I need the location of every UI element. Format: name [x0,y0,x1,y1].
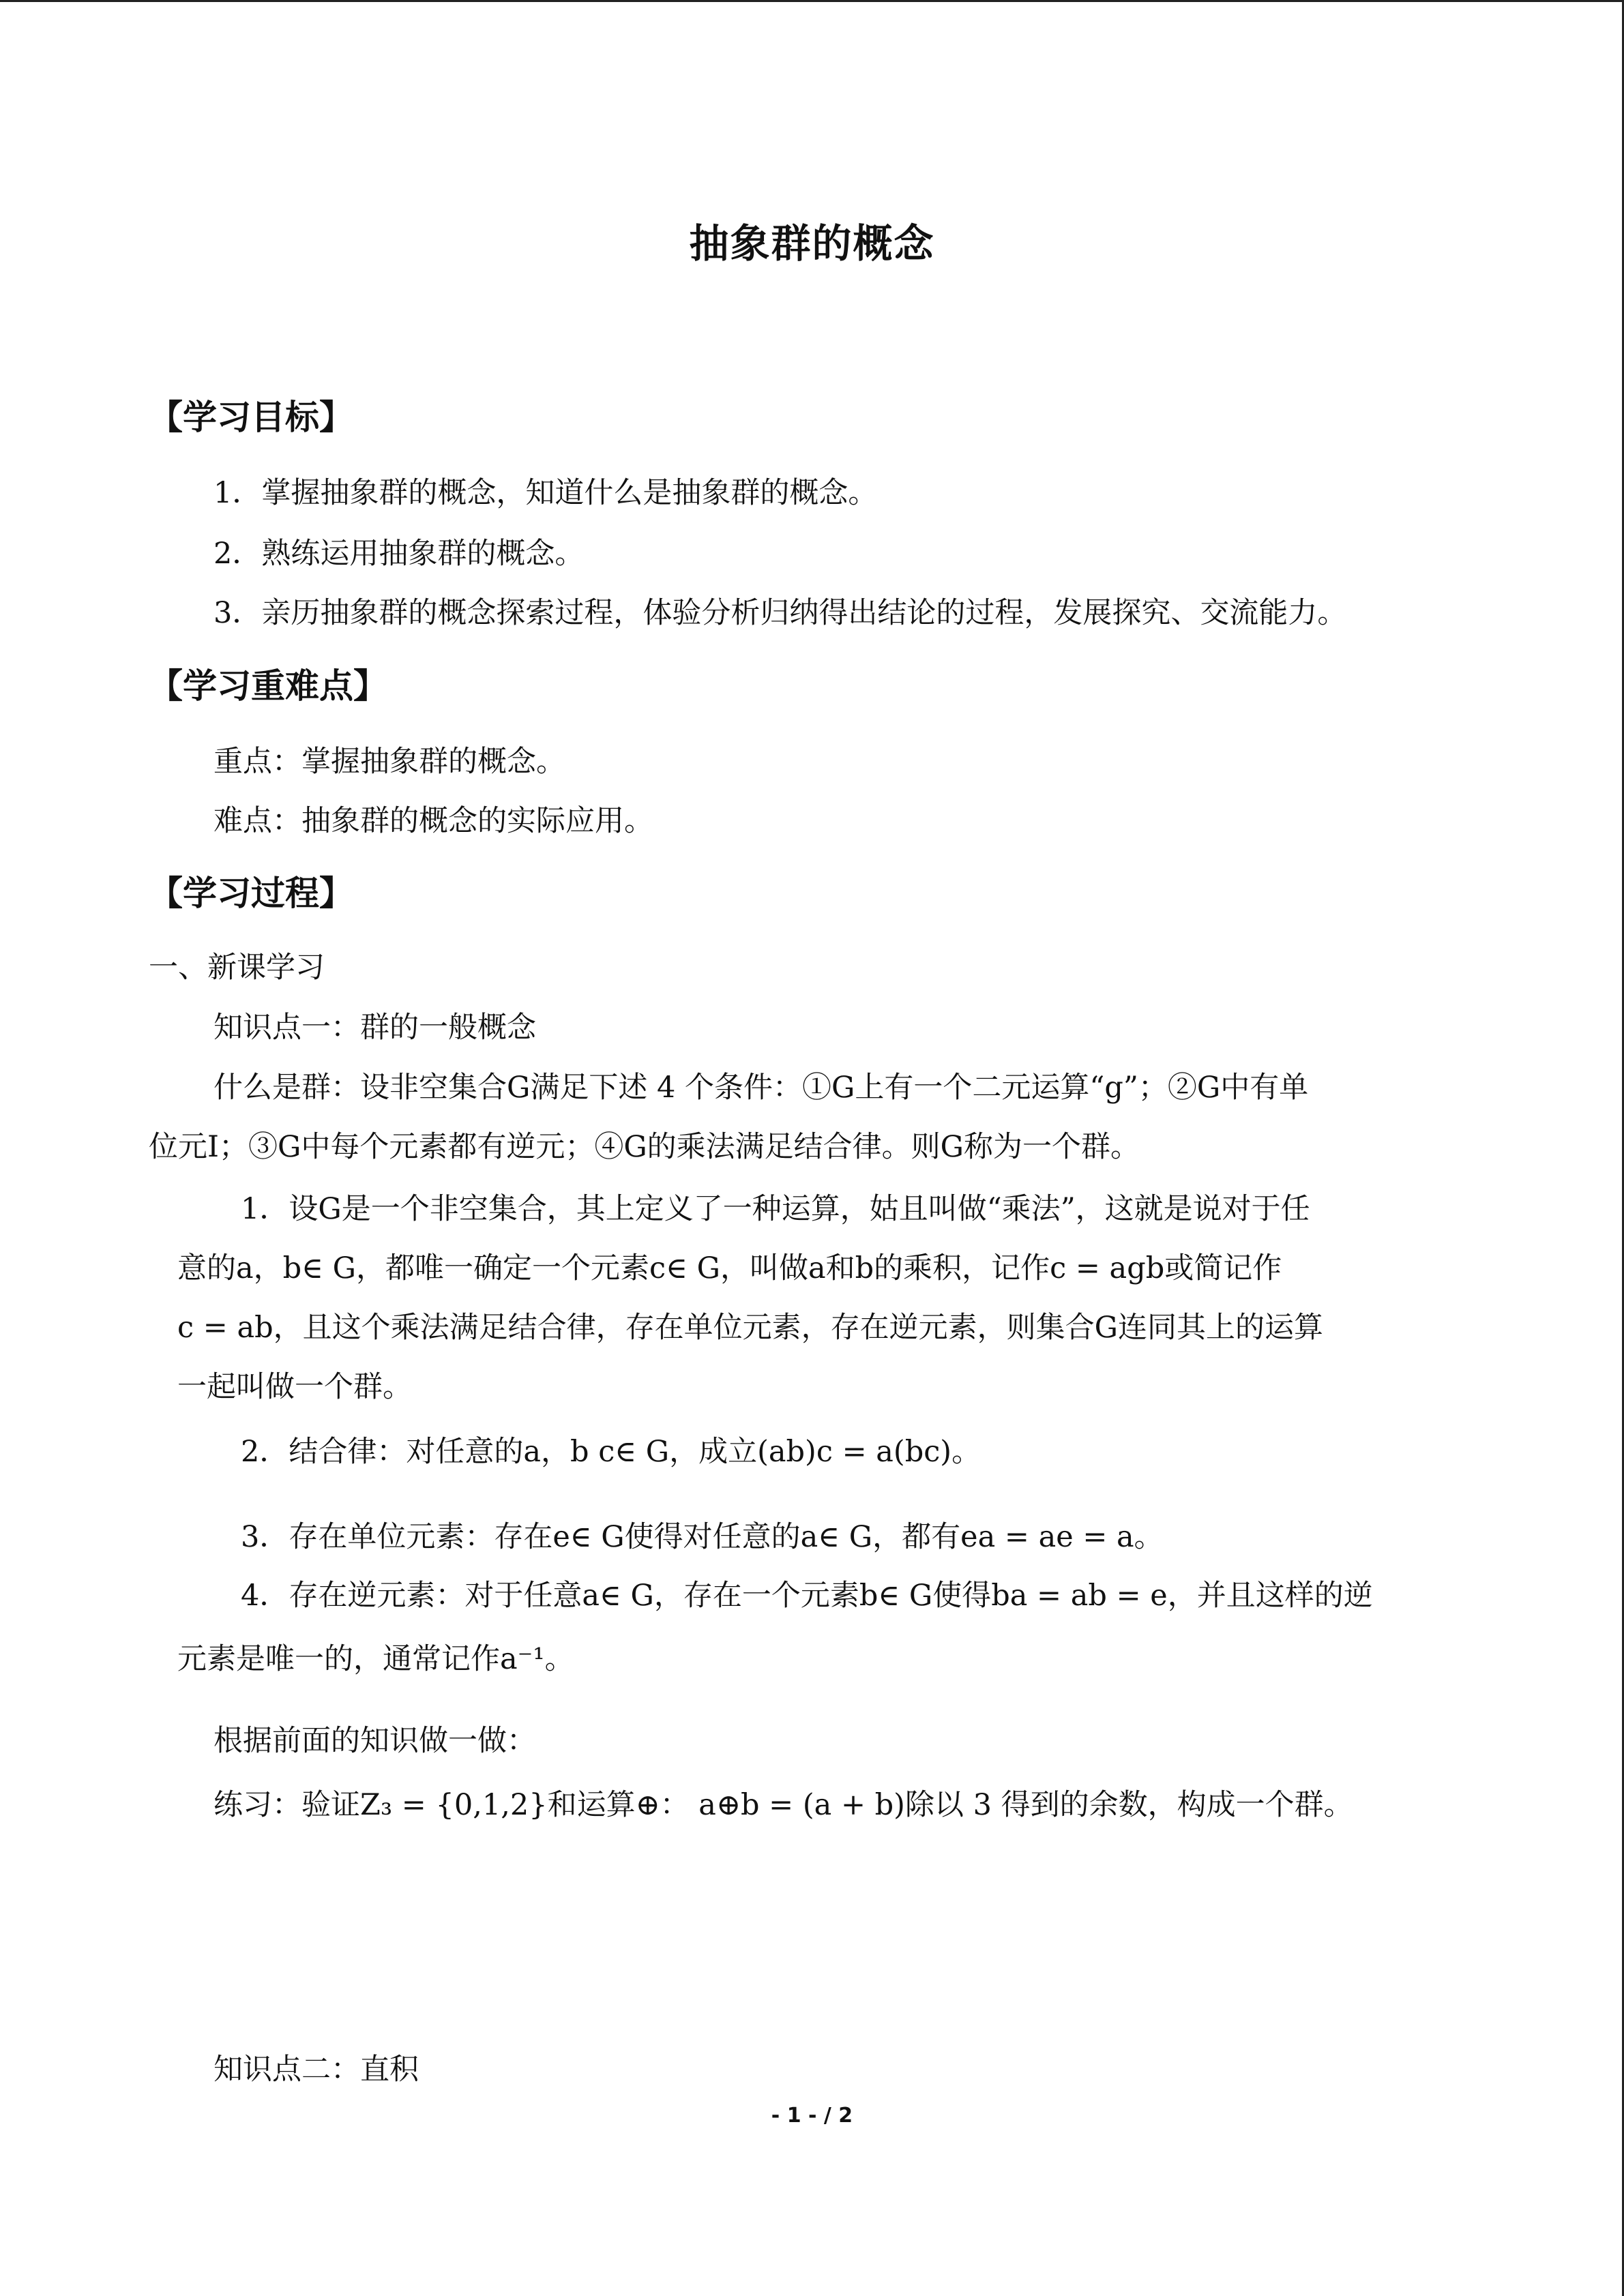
definition-identity: 3．存在单位元素：存在e∈ G使得对任意的a∈ G，都有ea = ae = a。 [241,1520,1164,1554]
focus-text: 重点：掌握抽象群的概念。 [213,745,565,779]
group-intro-line-2: 位元I；③G中每个元素都有逆元；④G的乘法满足结合律。则G称为一个群。 [149,1130,1140,1164]
goals-heading: 【学习目标】 [149,398,353,437]
process-heading: 【学习过程】 [149,874,353,913]
top-border [0,0,1624,2]
keypoints-heading: 【学习重难点】 [149,666,387,706]
exercise-text: 练习：验证Z₃ = {0,1,2}和运算⊕： a⊕b = (a + b)除以 3 得到的余数，构成一个群。 [213,1788,1353,1822]
knowledge-point-2: 知识点二：直积 [213,2053,419,2087]
definition-inverse-line-2: 元素是唯一的，通常记作a⁻¹。 [177,1642,574,1676]
section-new-lesson: 一、新课学习 [149,951,325,985]
difficulty-text: 难点：抽象群的概念的实际应用。 [213,804,653,838]
goal-item-3: 3．亲历抽象群的概念探索过程，体验分析归纳得出结论的过程，发展探究、交流能力。 [213,596,1347,630]
definition-1-line-4: 一起叫做一个群。 [177,1370,412,1404]
definition-1-line-1: 1．设G是一个非空集合，其上定义了一种运算，姑且叫做“乘法”，这就是说对于任 [241,1192,1310,1226]
page-footer: - 1 - / 2 [771,2104,853,2128]
knowledge-point-1: 知识点一：群的一般概念 [213,1011,536,1045]
goal-item-2: 2．熟练运用抽象群的概念。 [213,537,585,571]
page-title: 抽象群的概念 [689,220,935,267]
practice-prompt: 根据前面的知识做一做： [213,1724,536,1758]
group-intro-line-1: 什么是群：设非空集合G满足下述 4 个条件：①G上有一个二元运算“g”；②G中有单 [213,1071,1309,1105]
definition-inverse-line-1: 4．存在逆元素：对于任意a∈ G，存在一个元素b∈ G使得ba = ab = e，并且这样的逆 [241,1579,1373,1613]
goal-item-1: 1．掌握抽象群的概念，知道什么是抽象群的概念。 [213,476,878,510]
definition-1-line-2: 意的a，b∈ G，都唯一确定一个元素c∈ G，叫做a和b的乘积，记作c = agb或简记作 [177,1251,1282,1285]
definition-1-line-3: c = ab，且这个乘法满足结合律，存在单位元素，存在逆元素，则集合G连同其上的运算 [177,1311,1323,1345]
definition-associativity: 2．结合律：对任意的a，b c∈ G，成立(ab)c = a(bc)。 [241,1435,981,1469]
